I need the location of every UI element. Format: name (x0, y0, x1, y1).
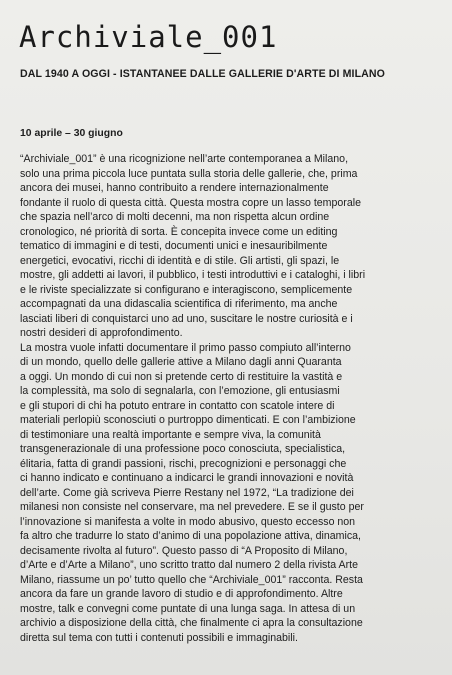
body-line: dell’arte. Come già scriveva Pierre Restany nel 1972, “La tradizione dei (20, 486, 354, 499)
body-line: che spazia nell’arco di molti decenni, ma non rispetta alcun ordine (20, 211, 330, 223)
body-line: mostre, talk e convegni come puntate di una lunga saga. In attesa di un (20, 602, 356, 615)
body-line: di testimoniare una realtà importante e sempre viva, la comunità (20, 428, 321, 441)
body-line: lasciati liberi di conquistarci uno ad uno, suscitare le nostre curiosità e i (20, 312, 353, 325)
body-line: l’innovazione si manifesta a volte in modo abusivo, questo eccesso non (20, 515, 356, 528)
body-line: mostre, gli addetti ai lavori, il pubblico, i testi introduttivi e i cataloghi, i libri (20, 269, 366, 281)
body-line: di un mondo, quello delle gallerie attive a Milano dagli anni Quaranta (20, 356, 342, 368)
body-line: diretta sul tema con tutti i contenuti possibili e immaginabili. (20, 631, 298, 644)
body-line: cronologico, né priorità di sorta. È concepita invece come un editing (20, 225, 338, 238)
body-line: milanesi non consiste nel conservare, ma nel prevedere. E se il gusto per (20, 501, 364, 513)
body-text (20, 152, 435, 645)
body-line: ancora da fare un grande lavoro di studio e di approfondimento. Altre (20, 588, 343, 600)
body-line: d’Arte e d’Arte a Milano”, uno scritto tratto dal numero 2 della rivista Arte (20, 559, 358, 571)
page-title: Archiviale_001 (19, 20, 278, 54)
body-line: fondante il ruolo di questa città. Questa mostra copre un lasso temporale (20, 196, 361, 209)
body-line: materiali perlopiù sconosciuti o purtroppo dimenticati. E con l’ambizione (20, 414, 356, 426)
body-line: energetici, evocativi, ricchi di identità e di stile. Gli artisti, gli spazi, le (20, 254, 340, 267)
body-line: Milano, riassume un po’ tutto quello che “Archiviale_001” racconta. Resta (20, 573, 363, 586)
body-line: e gli stupori di chi ha potuto entrare in contatto con scatole intere di (20, 399, 335, 412)
exhibition-dates: 10 aprile – 30 giugno (20, 128, 123, 139)
body-line: archivio a disposizione della città, che finalmente ci apra la consultazione (20, 617, 363, 629)
body-line: solo una prima piccola luce puntata sulla storia delle gallerie, che, prima (20, 167, 358, 180)
body-line: a oggi. Un mondo di cui non si pretende certo di restituire la vastità e (20, 370, 343, 383)
page-subtitle: DAL 1940 A OGGI - ISTANTANEE DALLE GALLERIE D'ARTE DI MILANO (20, 68, 385, 80)
body-line: nostri desideri di approfondimento. (20, 327, 183, 339)
body-line: élitaria, fatta di grandi passioni, rischi, precognizioni e personaggi che (20, 457, 347, 470)
body-line: ci hanno indicato e continuano a indicarci le grandi innovazioni e novità (20, 472, 354, 484)
body-line: accompagnati da una didascalia scientifica di riferimento, ma anche (20, 298, 338, 310)
body-line: tematico di immagini e di testi, documenti unici e inesauribilmente (20, 240, 328, 252)
body-line: “Archiviale_001” è una ricognizione nell’arte contemporanea a Milano, (20, 153, 349, 165)
body-line: transgenerazionale di una professione poco conosciuta, specialistica, (20, 443, 346, 455)
body-line: ancora dei musei, hanno contribuito a rendere internazionalmente (20, 182, 329, 194)
body-line: la complessità, ma solo di segnalarla, con l’emozione, gli entusiasmi (20, 385, 340, 397)
body-line: La mostra vuole infatti documentare il primo passo compiuto all’interno (20, 341, 351, 354)
body-line: decisamente rivolta al futuro”. Questo passo di “A Proposito di Milano, (20, 544, 348, 557)
body-line: e le riviste specializzate si configurano e interagiscono, semplicemente (20, 283, 353, 296)
body-line: fa altro che tradurre lo stato d’animo di una popolazione attiva, dinamica, (20, 530, 361, 542)
